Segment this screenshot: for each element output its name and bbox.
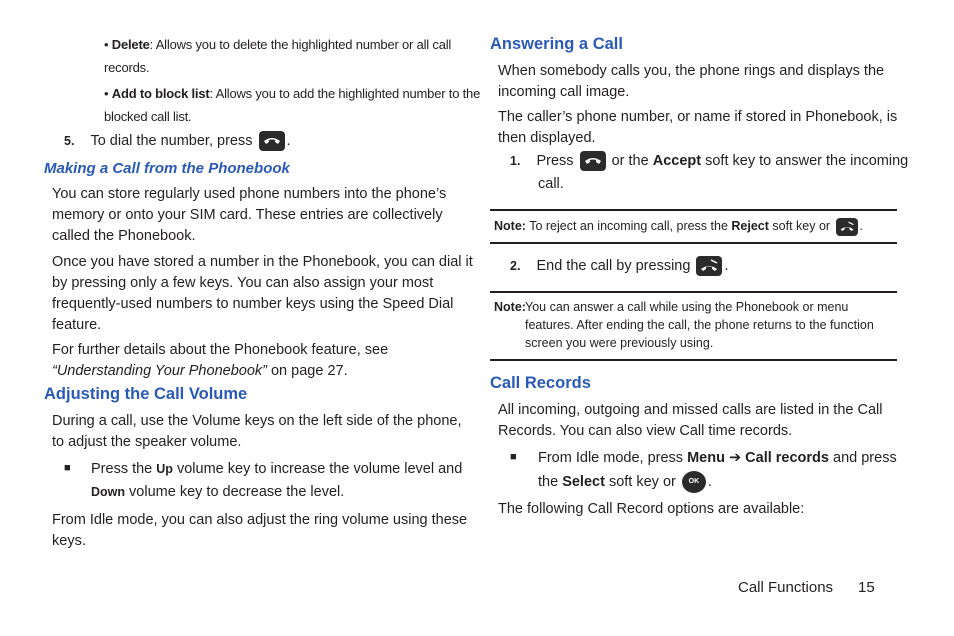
volume-bullet — [91, 459, 462, 503]
text: Press — [536, 153, 574, 169]
bullet-dot: • — [104, 86, 109, 101]
accept-term: Accept — [652, 153, 702, 169]
bullet-block-text: : Allows you to add the highlighted number to the — [209, 86, 481, 101]
text: the — [538, 473, 563, 490]
line: During a call, use the Volume keys on the left side of the phone, — [52, 413, 462, 429]
step-number: 2. — [510, 259, 521, 273]
arrow: ➔ — [724, 450, 746, 466]
note-reject — [494, 217, 863, 236]
line: then displayed. — [498, 130, 596, 146]
text: volume key to increase the volume level and — [172, 461, 463, 477]
step-text: To dial the number, press — [90, 133, 253, 149]
volume-para-2 — [52, 510, 467, 552]
bullet-block-cont: blocked call list. — [104, 109, 192, 124]
bullet-delete-term: Delete — [111, 37, 150, 52]
line: Records. You can also view Call time records. — [498, 423, 793, 439]
period: . — [286, 133, 291, 149]
note-phonebook — [494, 298, 894, 352]
line: to adjust the speaker volume. — [52, 434, 242, 450]
square-bullet-icon: ■ — [510, 451, 517, 463]
line: You can answer a call while using the Phonebook or menu — [525, 300, 849, 314]
volume-para-1 — [52, 411, 461, 453]
phonebook-para-3 — [52, 340, 388, 382]
line: memory or onto your SIM card. These entries are collectively — [52, 207, 443, 223]
phonebook-heading: Making a Call from the Phonebook — [44, 160, 290, 177]
bullet-block-term: Add to block list — [111, 86, 210, 101]
note-label: Note: — [494, 300, 526, 314]
line: From Idle mode, you can also adjust the ring volume using these — [52, 512, 468, 528]
line: When somebody calls you, the phone rings and displays the — [498, 63, 885, 79]
line: keys. — [52, 533, 86, 549]
line: frequently-used numbers to number keys using the Speed Dial — [52, 296, 454, 312]
phonebook-para-2 — [52, 252, 473, 336]
phonebook-para-1 — [52, 184, 446, 247]
phonebook-reference: “Understanding Your Phonebook” — [52, 363, 267, 379]
down-key-term: Down — [91, 485, 126, 499]
ok-key-icon: OK — [682, 471, 706, 493]
line: You can store regularly used phone numbers into the phone’s — [52, 186, 447, 202]
answer-para-2 — [498, 107, 897, 149]
bullet-delete-text: : Allows you to delete the highlighted number or all call — [149, 37, 452, 52]
bullet-block — [104, 82, 480, 105]
bullet-dot: • — [104, 37, 109, 52]
send-key-icon — [259, 131, 285, 151]
line: screen you were previously using. — [525, 336, 714, 350]
line: called the Phonebook. — [52, 228, 196, 244]
end-key-icon — [836, 218, 858, 236]
divider — [490, 209, 897, 211]
period: . — [859, 219, 864, 233]
note-label: Note: — [494, 219, 526, 233]
answer-para-1 — [498, 61, 884, 103]
step-1-cont: call. — [538, 176, 564, 192]
text: soft key to answer the incoming — [701, 153, 909, 169]
up-key-term: Up — [156, 462, 173, 476]
step-number: 5. — [64, 134, 75, 148]
bullet-delete — [104, 33, 451, 56]
records-para-1 — [498, 400, 882, 442]
line: by pressing only a few keys. You can also assign your most — [52, 275, 434, 291]
call-records-term: Call records — [745, 450, 829, 466]
divider — [490, 242, 897, 244]
step-5 — [64, 131, 291, 152]
text: End the call by pressing — [536, 258, 691, 274]
line: features. After ending the call, the phone returns to the function — [525, 318, 874, 332]
line: The caller’s phone number, or name if stored in Phonebook, is — [498, 109, 898, 125]
step-2 — [510, 256, 728, 277]
line: incoming call image. — [498, 84, 630, 100]
period: . — [724, 258, 729, 274]
text: volume key to decrease the level. — [125, 484, 345, 500]
end-key-icon — [696, 256, 722, 276]
records-heading: Call Records — [490, 374, 591, 392]
bullet-delete-cont: records. — [104, 60, 150, 75]
text: or the — [607, 153, 653, 169]
send-key-icon — [580, 151, 606, 171]
answer-heading: Answering a Call — [490, 35, 623, 53]
step-number: 1. — [510, 154, 521, 168]
divider — [490, 291, 897, 293]
footer-section: Call Functions — [738, 579, 834, 596]
records-bullet — [538, 448, 897, 493]
line: Once you have stored a number in the Phonebook, you can dial it — [52, 254, 473, 270]
line: All incoming, outgoing and missed calls are listed in the Call — [498, 402, 883, 418]
line: feature. — [52, 317, 102, 333]
volume-heading: Adjusting the Call Volume — [44, 385, 248, 403]
line: For further details about the Phonebook feature, see — [52, 342, 389, 358]
records-para-2: The following Call Record options are available: — [498, 501, 805, 517]
text: Press the — [91, 461, 157, 477]
text: To reject an incoming call, press the — [525, 219, 732, 233]
page-number: 15 — [858, 579, 875, 596]
divider — [490, 359, 897, 361]
reject-term: Reject — [731, 219, 769, 233]
select-term: Select — [562, 473, 605, 490]
text: soft key or — [768, 219, 831, 233]
text: soft key or — [604, 473, 676, 490]
text: From Idle mode, press — [538, 450, 688, 466]
square-bullet-icon: ■ — [64, 462, 71, 474]
page-ref: on page 27. — [266, 363, 348, 379]
menu-term: Menu — [687, 450, 725, 466]
step-1 — [510, 151, 908, 172]
period: . — [707, 473, 712, 490]
text: and press — [828, 450, 897, 466]
